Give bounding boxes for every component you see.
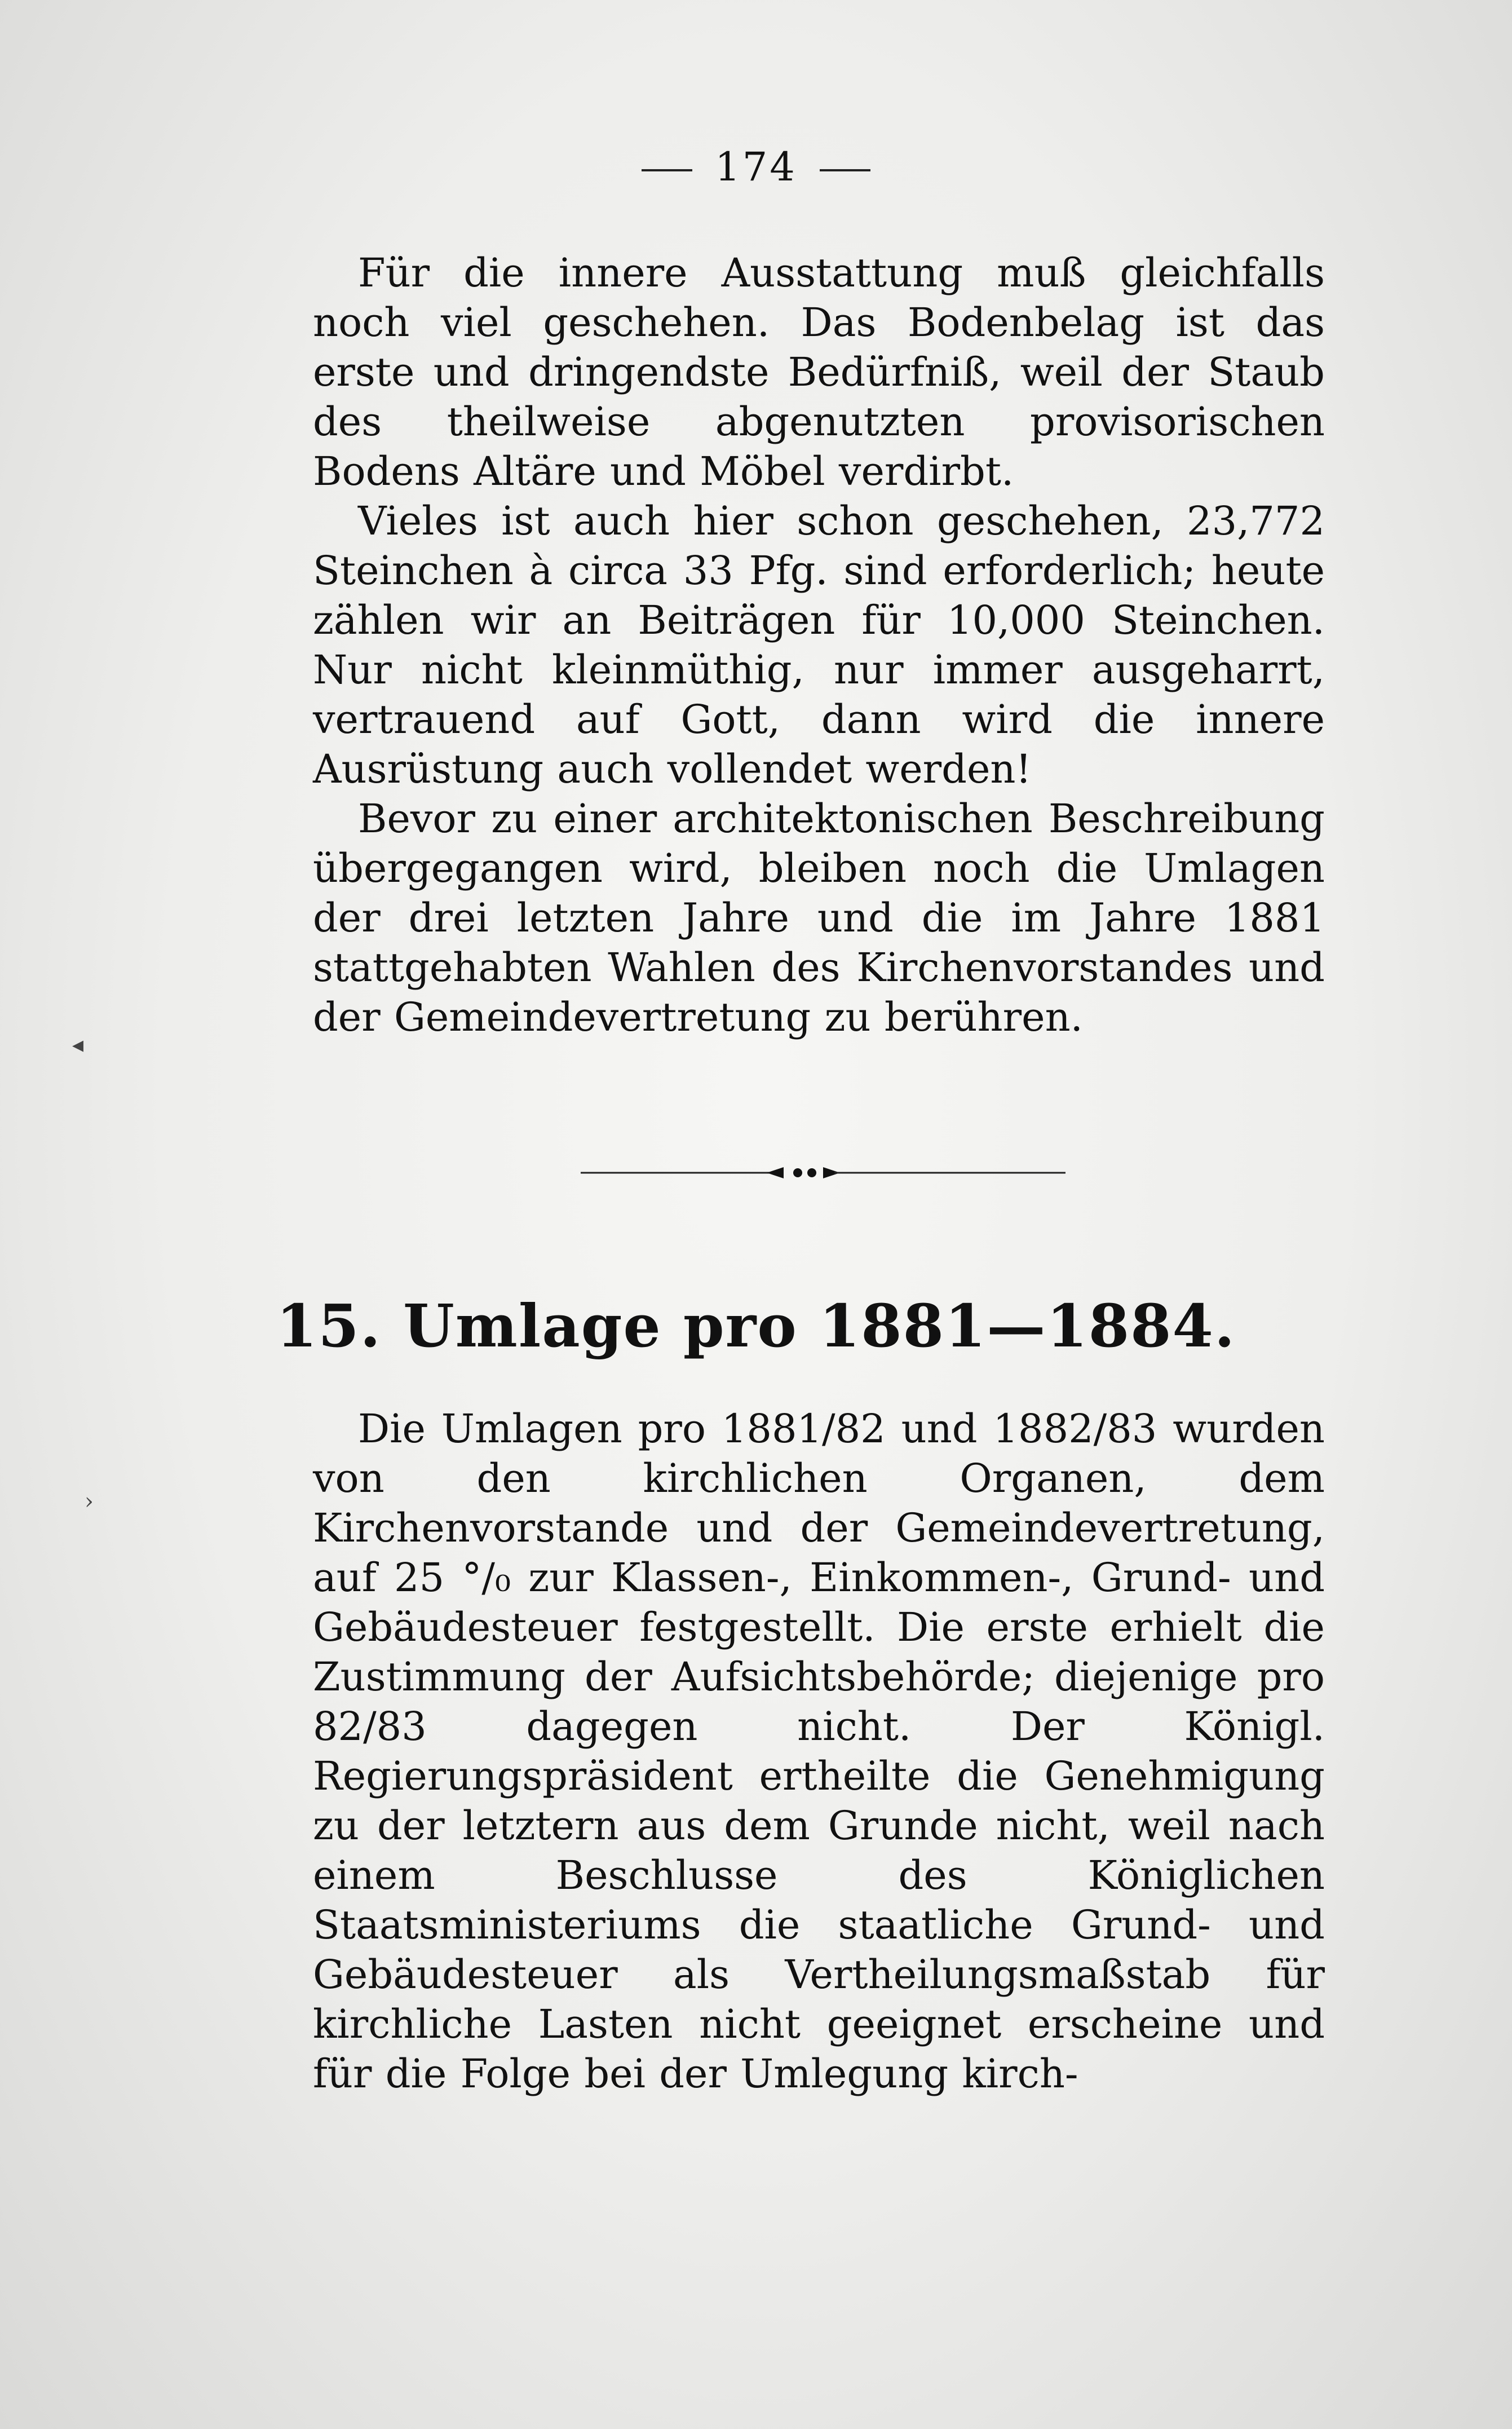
header-dash-left <box>642 169 692 171</box>
page-header <box>0 144 1512 200</box>
section-1-text <box>313 248 1325 1042</box>
paragraph-interior-equipment: Für die innere Ausstattung muß gleichfalls noch viel geschehen. Das Bodenbelag ist das erste und dringendste Bedürfniß, weil der Staub des theilweise abgenutzten provisorischen Bodens Altäre und Möbel verdirbt. <box>313 250 1325 494</box>
section-heading: 15. Umlage pro 1881—1884. <box>276 1291 1236 1361</box>
section-divider-ornament <box>581 1156 1066 1190</box>
margin-speck: ◂ <box>72 1032 84 1058</box>
paragraph-transition: Bevor zu einer architektonischen Beschreibung übergegangen wird, bleiben noch die Umlagen der drei letzten Jahre und die im Jahre 1881 stattgehabten Wahlen des Kirchenvorstandes und der Gemeindevertretung zu berühren. <box>313 796 1325 1040</box>
header-dash-right <box>820 169 870 171</box>
section-2-text <box>313 1404 1325 2099</box>
page-number: 174 <box>715 144 797 190</box>
paragraph-donations: Vieles ist auch hier schon geschehen, 23,772 Steinchen à circa 33 Pfg. sind erforderlich; heute zählen wir an Beiträgen für 10,000 Steinchen. Nur nicht kleinmüthig, nur immer ausgeharrt, vertrauend auf Gott, dann wird die innere Ausrüstung auch vollendet werden! <box>313 498 1325 792</box>
paragraph-levies: Die Umlagen pro 1881/82 und 1882/83 wurden von den kirchlichen Organen, dem Kirchenvorstande und der Gemeindevertretung, auf 25 °/₀ zur Klassen-, Einkommen-, Grund- und Gebäudesteuer festgestellt. Die erste erhielt die Zustimmung der Aufsichtsbehörde; diejenige pro 82/83 dagegen nicht. Der Königl. Regierungspräsident ertheilte die Genehmigung zu der letztern aus dem Grunde nicht, weil nach einem Beschlusse des Königlichen Staatsministeriums die staatliche Grund- und Gebäudesteuer als Vertheilungsmaßstab für kirchliche Lasten nicht geeignet erscheine und für die Folge bei der Umlegung kirch- <box>313 1406 1325 2097</box>
margin-speck: › <box>85 1489 94 1514</box>
